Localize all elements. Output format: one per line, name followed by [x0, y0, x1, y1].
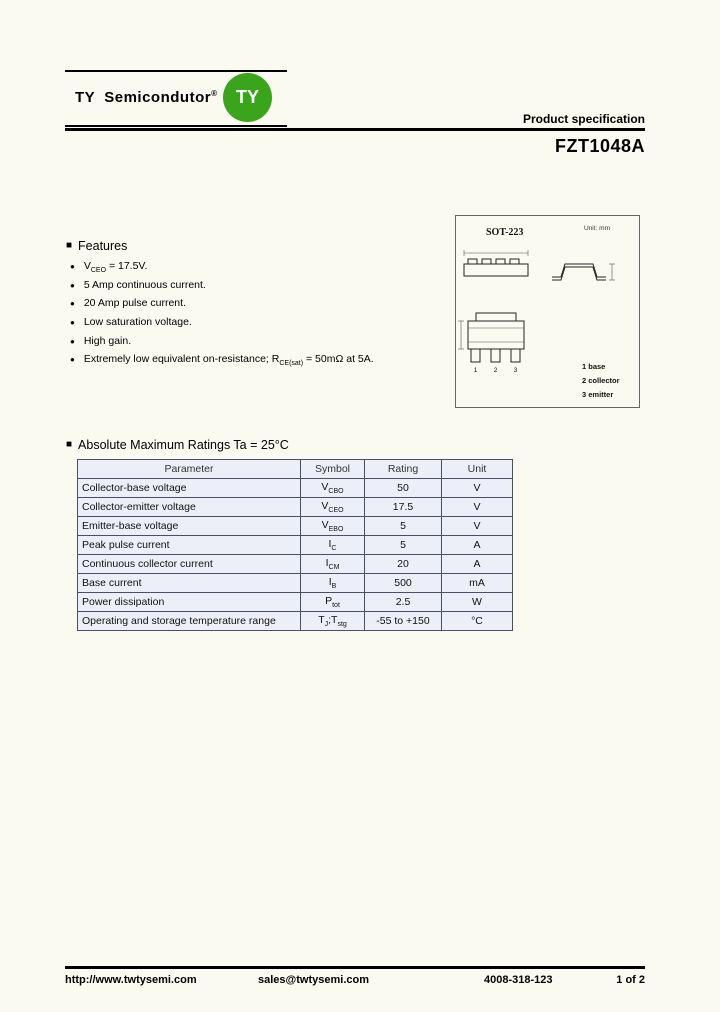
package-outline-box: [455, 215, 640, 408]
bullet-icon: ●: [70, 355, 75, 365]
cell-symbol: $T_J;T_{stg}$: [301, 612, 365, 631]
cell-symbol: $V_{CEO}$: [301, 498, 365, 517]
bullet-icon: ●: [70, 318, 75, 328]
table-row: [78, 612, 513, 631]
cell-parameter: Collector-emitter voltage: [78, 498, 301, 517]
package-top-view: [464, 259, 528, 276]
cell-symbol: $I_{CM}$: [301, 555, 365, 574]
cell-parameter: Continuous collector current: [78, 555, 301, 574]
cell-unit: W: [442, 593, 513, 612]
cell-rating: 50: [365, 479, 442, 498]
pin-label-emitter: 3 emitter: [582, 390, 614, 399]
registered-mark: ®: [211, 89, 218, 98]
cell-unit: V: [442, 498, 513, 517]
cell-unit: mA: [442, 574, 513, 593]
lead-number-1: 1: [473, 367, 478, 374]
cell-symbol: $V_{CBO}$: [301, 479, 365, 498]
list-item: [70, 277, 440, 296]
section-marker-icon: ■: [66, 439, 73, 450]
feature-text: High gain.: [83, 334, 132, 347]
cell-unit: V: [442, 517, 513, 536]
feature-text: 20 Amp pulse current.: [83, 297, 186, 310]
bullet-icon: ●: [70, 299, 75, 309]
col-unit: Unit: [442, 460, 513, 479]
part-number: FZT1048A: [554, 136, 645, 156]
package-unit-label: Unit: mm: [584, 225, 610, 232]
cell-rating: 5: [365, 517, 442, 536]
sot223-drawing: [456, 216, 639, 407]
cell-symbol: $V_{EBO}$: [301, 517, 365, 536]
pin-labels: [582, 362, 620, 399]
col-parameter: Parameter: [78, 460, 301, 479]
ratings-title: Absolute Maximum Ratings Ta = 25°C: [78, 438, 289, 452]
ratings-heading: [66, 438, 289, 452]
feature-text: Extremely low equivalent on-resistance; $R_{CE(sat)} = 50m\Omega$ at 5A.: [83, 353, 374, 368]
list-item: [70, 314, 440, 333]
table-row: [78, 593, 513, 612]
table-row: [78, 479, 513, 498]
footer-phone: 4008-318-123: [484, 974, 553, 986]
col-rating: Rating: [365, 460, 442, 479]
dimension-lines: [458, 250, 615, 349]
list-item: [70, 258, 440, 277]
cell-parameter: Base current: [78, 574, 301, 593]
list-item: [70, 351, 440, 370]
lead-number-2: 2: [493, 367, 498, 374]
feature-text: $V_{CEO} = 17.5V$.: [83, 260, 148, 275]
cell-unit: A: [442, 555, 513, 574]
table-row: [78, 574, 513, 593]
table-row: [78, 555, 513, 574]
brand-logo-circle: [223, 73, 272, 122]
lead-number-3: 3: [513, 367, 518, 374]
cell-parameter: Operating and storage temperature range: [78, 612, 301, 631]
feature-text: 5 Amp continuous current.: [83, 278, 206, 291]
list-item: [70, 295, 440, 314]
features-heading: [66, 239, 127, 253]
cell-parameter: Collector-base voltage: [78, 479, 301, 498]
header-rule: [65, 128, 645, 131]
cell-rating: 20: [365, 555, 442, 574]
cell-symbol: $I_C$: [301, 536, 365, 555]
bullet-icon: ●: [70, 336, 75, 346]
features-title: Features: [78, 239, 128, 253]
cell-rating: 500: [365, 574, 442, 593]
table-row: [78, 517, 513, 536]
pin-label-collector: 2 collector: [582, 376, 620, 385]
cell-rating: 17.5: [365, 498, 442, 517]
package-side-view: [552, 264, 606, 280]
package-name: SOT-223: [486, 227, 524, 238]
product-spec-label: Product specification: [522, 112, 645, 126]
brand-name-text: TY Semicondutor: [75, 89, 212, 106]
section-marker-icon: ■: [66, 240, 73, 251]
feature-text: Low saturation voltage.: [83, 316, 192, 329]
bullet-icon: ●: [70, 262, 75, 272]
list-item: [70, 332, 440, 351]
table-row: [78, 536, 513, 555]
cell-symbol: $P_{tot}$: [301, 593, 365, 612]
bullet-icon: ●: [70, 280, 75, 290]
pin-label-base: 1 base: [582, 362, 606, 371]
footer-website: http://www.twtysemi.com: [65, 974, 197, 986]
cell-unit: V: [442, 479, 513, 498]
cell-parameter: Power dissipation: [78, 593, 301, 612]
lead-numbers: [474, 367, 518, 374]
cell-rating: 5: [365, 536, 442, 555]
cell-rating: -55 to +150: [365, 612, 442, 631]
footer-rule: [65, 966, 645, 969]
brand-name: [75, 89, 217, 106]
abs-max-ratings-table: [77, 459, 513, 631]
cell-parameter: Emitter-base voltage: [78, 517, 301, 536]
cell-unit: A: [442, 536, 513, 555]
col-symbol: Symbol: [301, 460, 365, 479]
cell-unit: °C: [442, 612, 513, 631]
cell-rating: 2.5: [365, 593, 442, 612]
features-list: [70, 258, 440, 370]
brand-logo-text: TY: [235, 87, 259, 107]
table-header-row: [78, 460, 513, 479]
footer-page-number: 1 of 2: [616, 974, 645, 986]
footer-email: sales@twtysemi.com: [258, 974, 369, 986]
table-row: [78, 498, 513, 517]
package-front-view: [468, 313, 524, 362]
cell-parameter: Peak pulse current: [78, 536, 301, 555]
cell-symbol: $I_B$: [301, 574, 365, 593]
